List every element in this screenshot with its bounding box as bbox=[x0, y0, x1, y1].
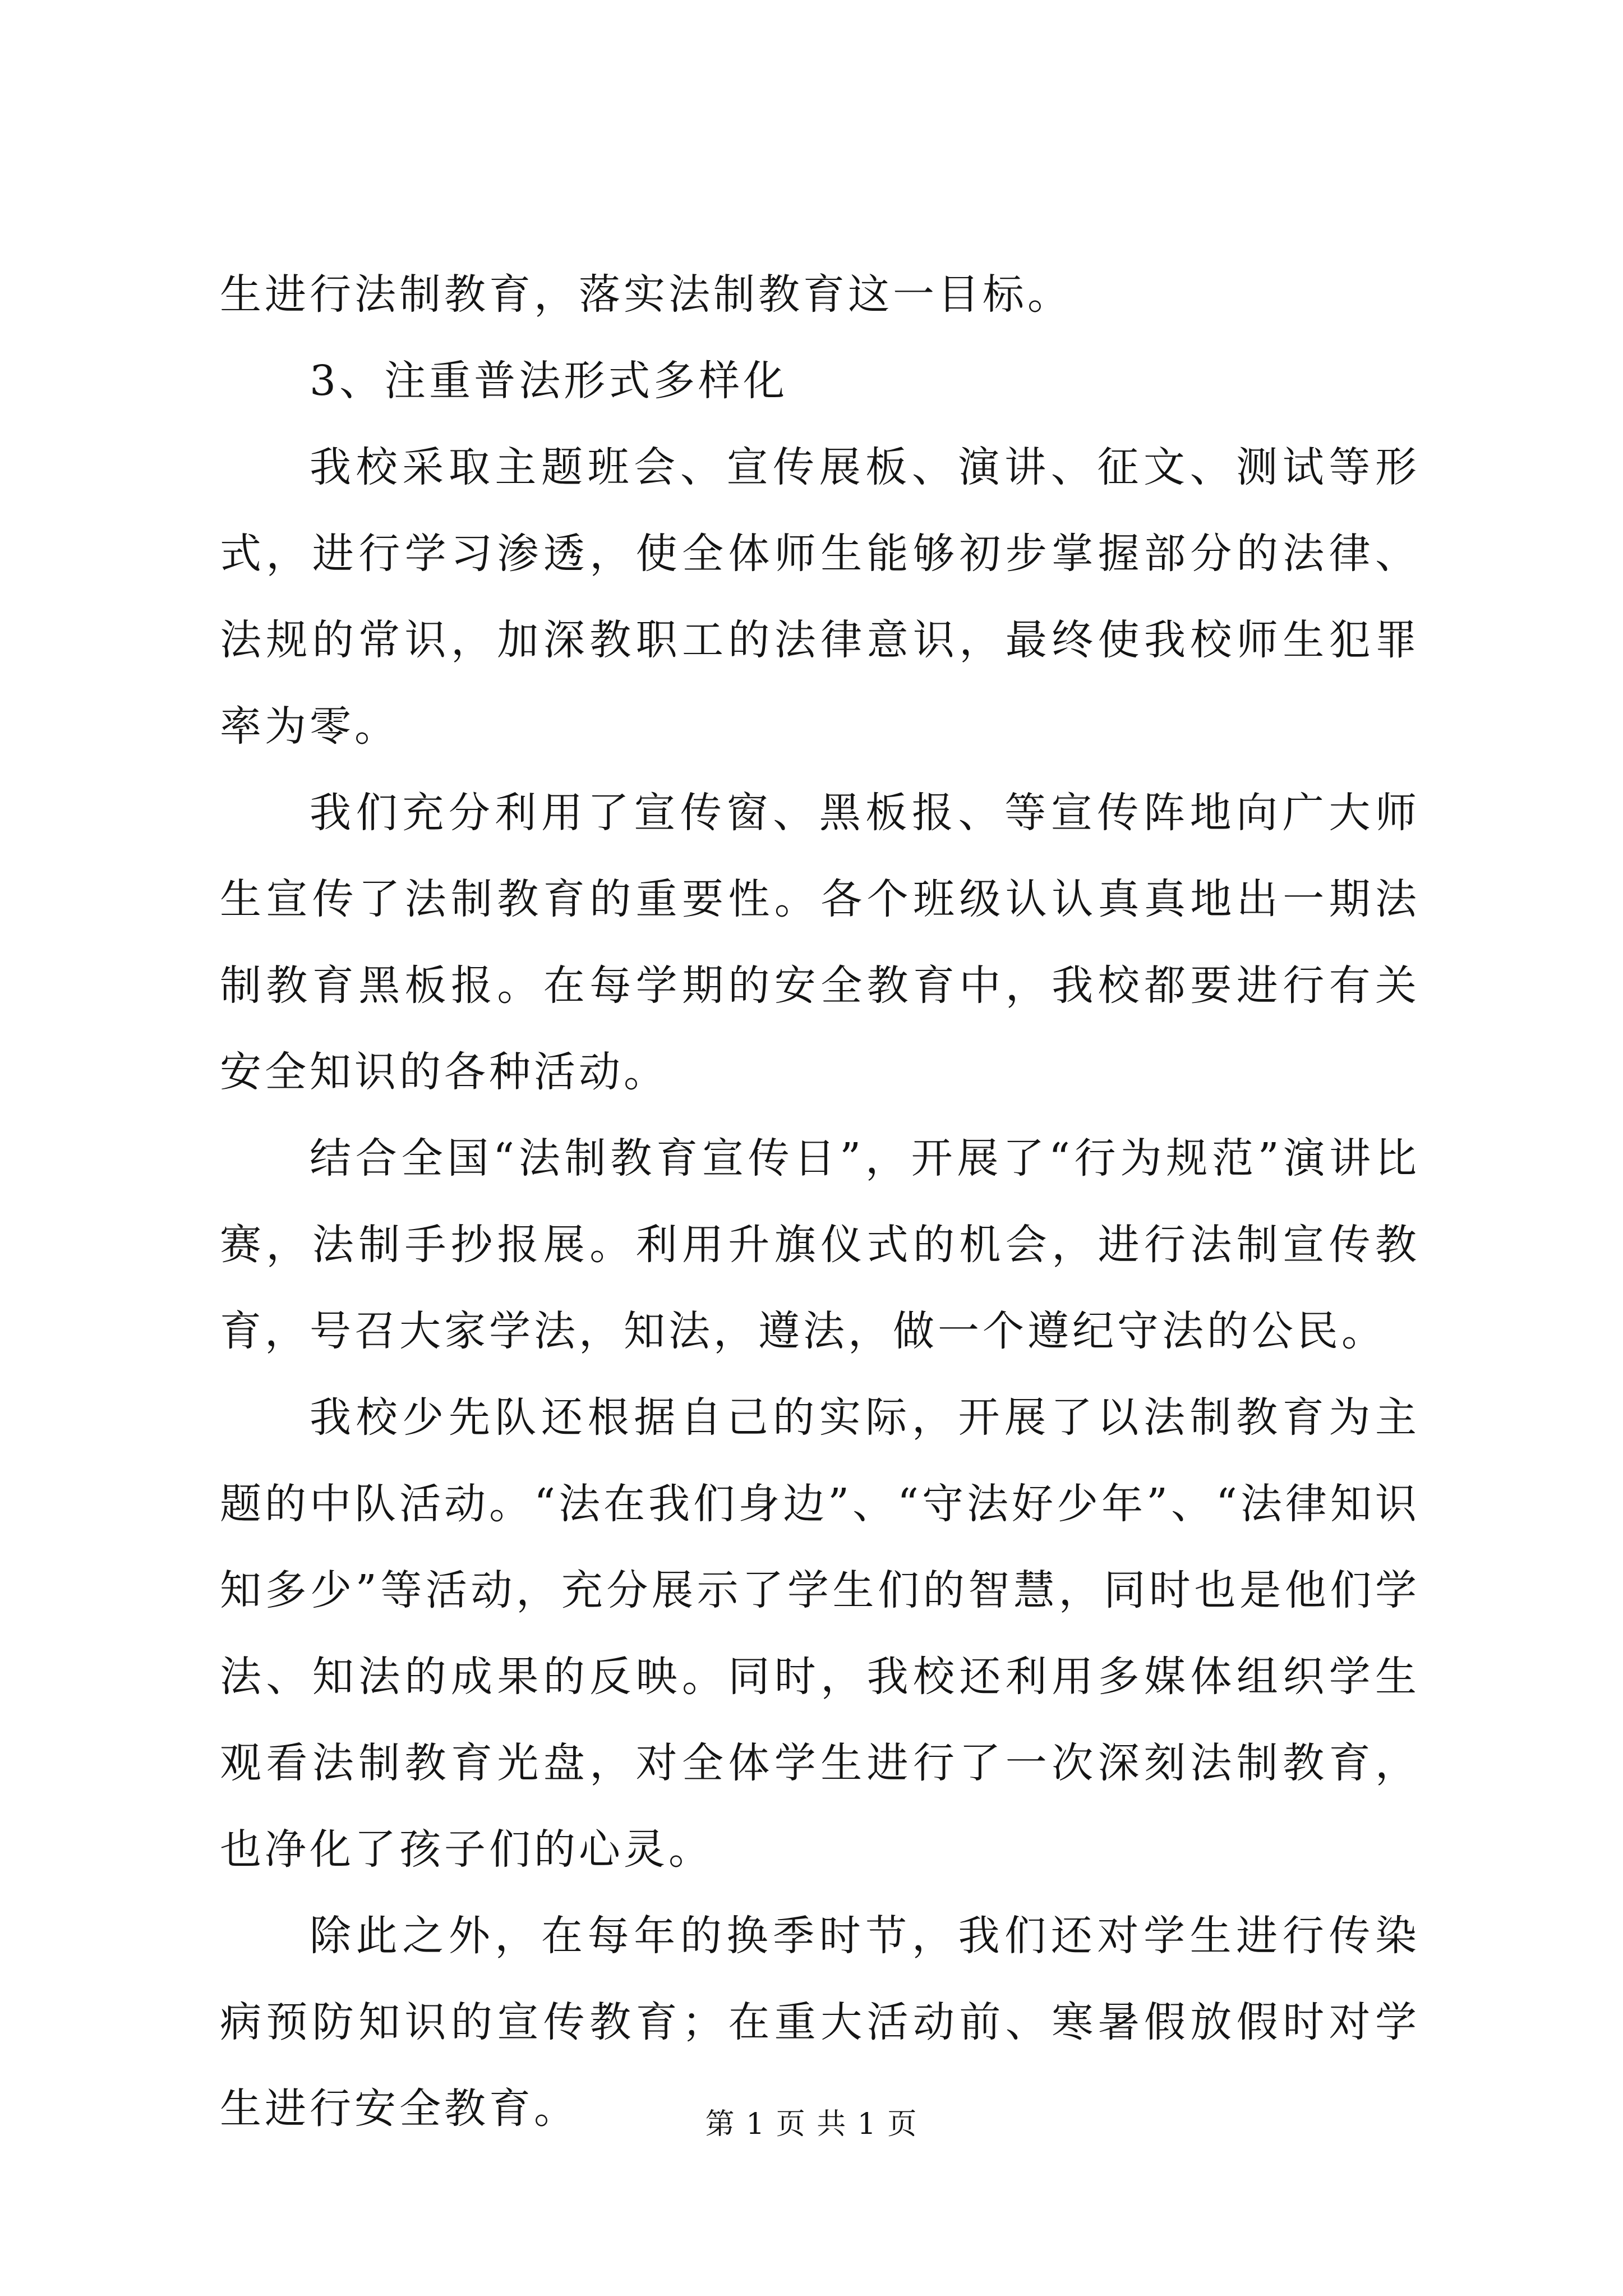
paragraph: 除此之外，在每年的换季时节，我们还对学生进行传染病预防知识的宣传教育；在重大活动前、寒暑假放假时对学生进行安全教育。 bbox=[220, 1912, 1420, 2133]
page-number-footer: 第 1 页 共 1 页 bbox=[705, 2108, 918, 2141]
paragraph: 我校少先队还根据自己的实际，开展了以法制教育为主题的中队活动。“法在我们身边”、“守法好少年”、“法律知识知多少”等活动，充分展示了学生们的智慧，同时也是他们学法、知法的成果的反映。同时，我校还利用多媒体组织学生观看法制教育光盘，对全体学生进行了一次深刻法制教育，也净化了孩子们的心灵。 bbox=[220, 1393, 1420, 1874]
paragraph: 结合全国“法制教育宣传日”，开展了“行为规范”演讲比赛，法制手抄报展。利用升旗仪式的机会，进行法制宣传教育，号召大家学法，知法，遵法，做一个遵纪守法的公民。 bbox=[220, 1134, 1420, 1355]
section-heading: 3、注重普法形式多样化 bbox=[310, 357, 789, 405]
paragraph: 我校采取主题班会、宣传展板、演讲、征文、测试等形式，进行学习渗透，使全体师生能够初步掌握部分的法律、法规的常识，加深教职工的法律意识，最终使我校师生犯罪率为零。 bbox=[220, 443, 1420, 751]
paragraph-continuation: 生进行法制教育，落实法制教育这一目标。 bbox=[220, 270, 1072, 319]
document-body bbox=[220, 251, 1420, 2152]
paragraph: 我们充分利用了宣传窗、黑板报、等宣传阵地向广大师生宣传了法制教育的重要性。各个班级认认真真地出一期法制教育黑板报。在每学期的安全教育中，我校都要进行有关安全知识的各种活动。 bbox=[220, 789, 1420, 1096]
